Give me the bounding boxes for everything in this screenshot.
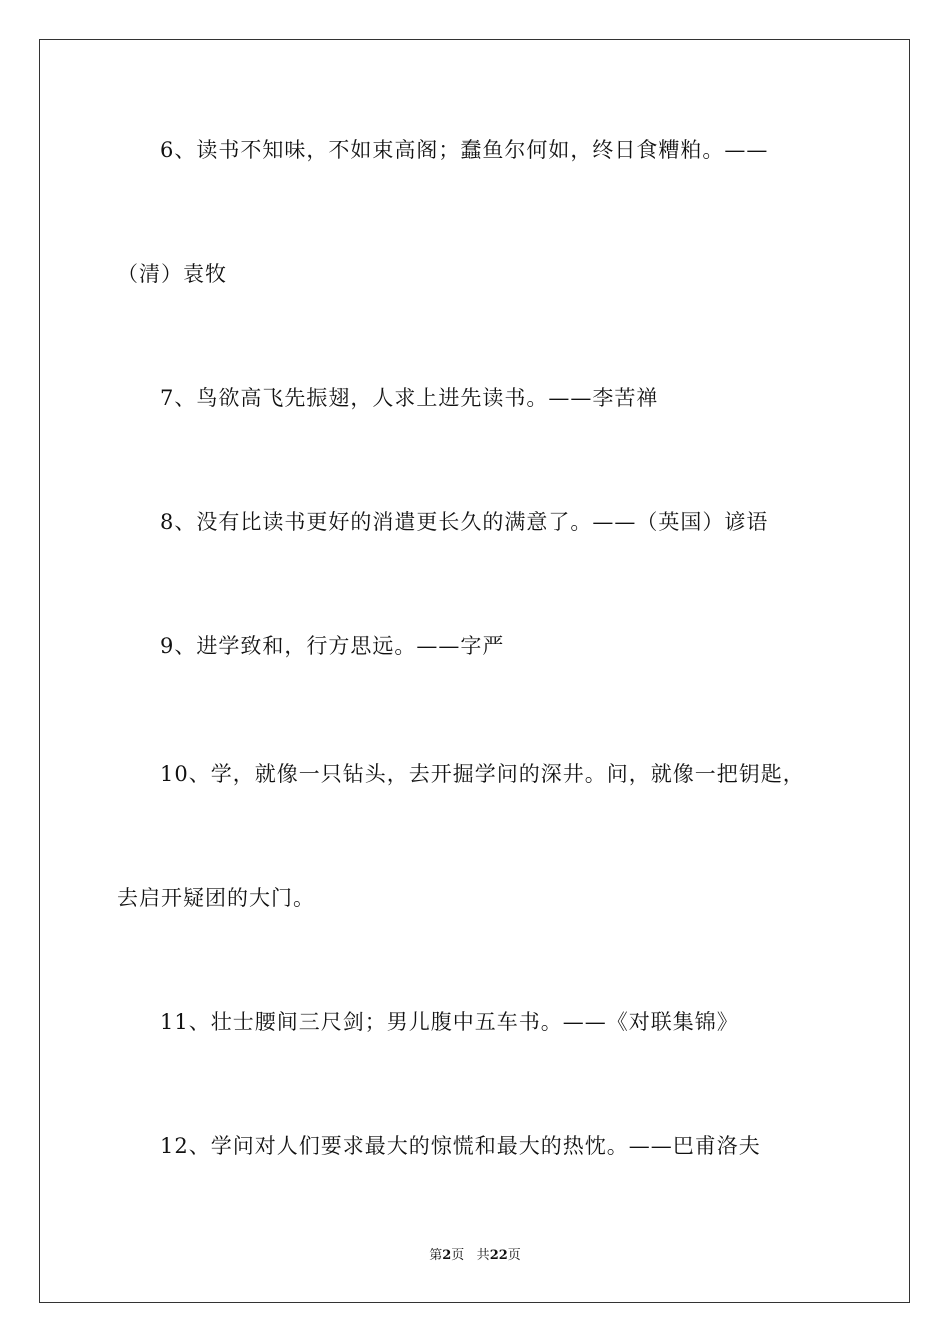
page-footer — [0, 1247, 950, 1265]
footer-total-suffix: 页 — [507, 1248, 521, 1263]
footer-page-number: 2 — [442, 1248, 452, 1263]
footer-prefix: 第 — [429, 1248, 443, 1263]
page-frame — [39, 39, 910, 1303]
quote-6-line-2: （清）袁牧 — [117, 262, 227, 286]
quote-10-line-1: 10、学，就像一只钻头，去开掘学问的深井。问，就像一把钥匙， — [160, 762, 805, 786]
quote-8: 8、没有比读书更好的消遣更长久的满意了。——（英国）谚语 — [160, 510, 769, 534]
footer-total-pages: 22 — [489, 1248, 508, 1263]
footer-total-prefix: 共 — [476, 1248, 490, 1263]
quote-12: 12、学问对人们要求最大的惊慌和最大的热忱。——巴甫洛夫 — [160, 1134, 761, 1158]
quote-6-line-1: 6、读书不知味，不如束高阁；蠢鱼尔何如，终日食糟粕。—— — [160, 138, 769, 162]
quote-11: 11、壮士腰间三尺剑；男儿腹中五车书。——《对联集锦》 — [160, 1010, 739, 1034]
footer-page-suffix: 页 — [451, 1248, 465, 1263]
quote-10-line-2: 去启开疑团的大门。 — [117, 886, 315, 910]
quote-9: 9、进学致和，行方思远。——字严 — [160, 634, 505, 658]
quote-7: 7、鸟欲高飞先振翅，人求上进先读书。——李苦禅 — [160, 386, 659, 410]
